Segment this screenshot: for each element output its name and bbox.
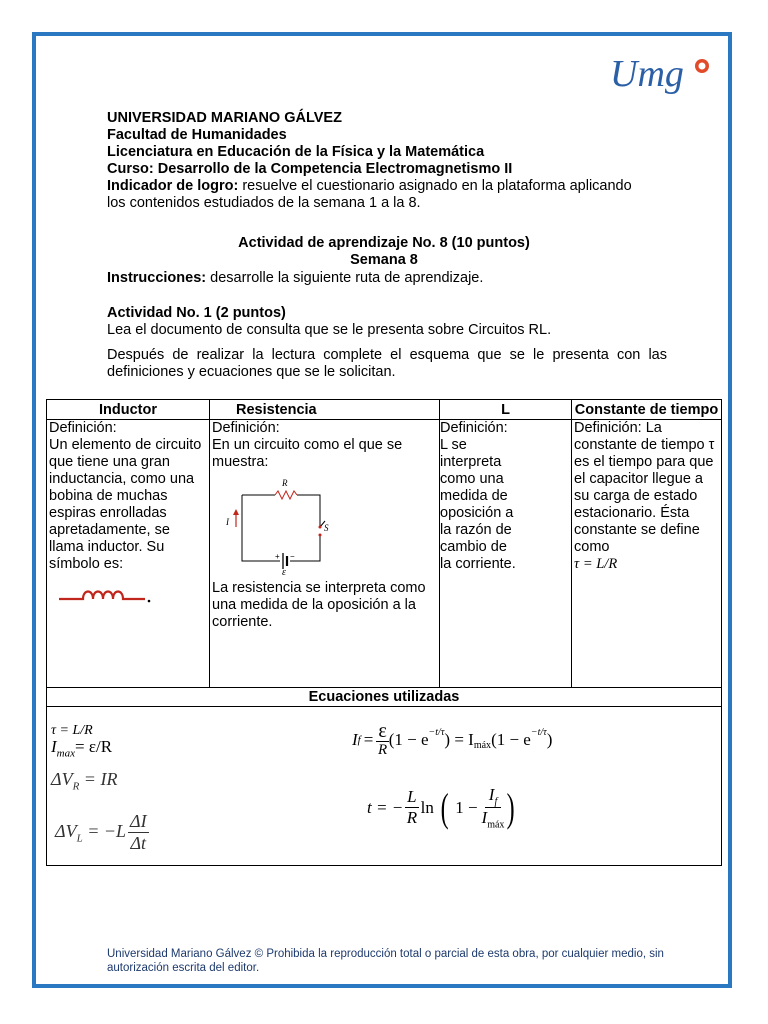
- eq-t-den: R: [406, 808, 418, 828]
- logo-text: Umg: [610, 53, 684, 95]
- circuit-label-minus: −: [290, 552, 295, 561]
- logo-dot-inner: [699, 63, 706, 70]
- resistencia-def-text: En un circuito como el que se muestra:: [212, 437, 403, 470]
- instructions-text: desarrolle la siguiente ruta de aprendizaje.: [206, 270, 484, 286]
- l-def-label: Definición:: [440, 420, 508, 436]
- indicator-text: resuelve el cuestionario asignado en la plataforma aplicando: [238, 178, 632, 194]
- inductor-def-label: Definición:: [49, 420, 117, 436]
- eq-t-fnum-sub: f: [494, 796, 498, 808]
- eq-if-end: (1 − e: [491, 730, 531, 749]
- cell-constante: [572, 420, 722, 688]
- eq-if-lhs: I: [352, 730, 358, 749]
- faculty-name: Facultad de Humanidades: [107, 127, 287, 143]
- eq-if-eq: =: [363, 730, 374, 749]
- activity1-paragraph: Después de realizar la lectura complete el esquema que se le presenta con las definiciones y ecuaciones que se le solicitan.: [107, 347, 667, 380]
- eq-if-mid: (1 − e: [388, 730, 429, 749]
- eq-t-fnum: I: [488, 785, 495, 804]
- rl-circuit-diagram: [220, 475, 360, 575]
- indicator-line: [107, 178, 667, 195]
- l-def-text: L se interpreta como una medida de oposición a la razón de cambio de la corriente.: [440, 437, 516, 572]
- equations-header-row: [47, 688, 722, 707]
- activity-title: Actividad de aprendizaje No. 8 (10 puntos): [238, 235, 530, 251]
- header-l: L: [440, 400, 572, 420]
- document-header: [107, 110, 667, 212]
- eq-dvr-rhs: = IR: [83, 769, 118, 789]
- cell-inductor: [47, 420, 210, 688]
- header-constante: Constante de tiempo: [572, 400, 722, 420]
- resistencia-def-label: Definición:: [212, 420, 280, 436]
- eq-dvr: [51, 769, 117, 793]
- circuit-label-emf: ε: [282, 567, 286, 575]
- activity-week: Semana 8: [350, 252, 418, 268]
- eq-t-fden: I: [481, 808, 488, 828]
- eq-if-sub: f: [357, 734, 361, 746]
- instructions-label: Instrucciones:: [107, 270, 207, 286]
- eq-imax-rhs: = ε/R: [75, 737, 113, 756]
- instructions: [107, 270, 667, 287]
- eq-t-fden-sub: máx: [487, 819, 505, 831]
- eq-imax: [51, 737, 112, 759]
- equations-row: [47, 707, 722, 866]
- inductor-def-text: Un elemento de circuito que tiene una gran inductancia, como una bobina de muchas espiras enrolladas apretadamente, se llama inductor. Su símbolo es:: [49, 437, 202, 572]
- eq-dvl-den: Δt: [130, 833, 147, 853]
- cell-resistencia: [210, 420, 440, 688]
- university-name: UNIVERSIDAD MARIANO GÁLVEZ: [107, 110, 342, 126]
- indicator-label: Indicador de logro:: [107, 178, 239, 194]
- eq-dvl-sub: L: [76, 832, 83, 845]
- eq-dvl-rhs: = −L: [87, 820, 126, 841]
- eq-dvl-lhs: ΔV: [55, 820, 77, 841]
- indicator-line-2: los contenidos estudiados de la semana 1 a la 8.: [107, 195, 421, 211]
- header-resistencia: Resistencia: [210, 400, 440, 420]
- constante-def-text: Definición: La constante de tiempo τ es el tiempo para que el capacitor llegue a su carga de estado estacionario. Ésta constante se define como: [574, 420, 715, 555]
- degree-name: Licenciatura en Educación de la Física y la Matemática: [107, 144, 485, 160]
- eq-imax-lhs: I: [51, 737, 57, 756]
- circuit-label-r: R: [282, 478, 288, 488]
- eq-imax-sub: max: [56, 747, 75, 760]
- eq-if-mid2: ) = I: [444, 730, 474, 749]
- resistencia-def-text-2: La resistencia se interpreta como una medida de la oposición a la corriente.: [212, 580, 426, 630]
- header-inductor: Inductor: [47, 400, 210, 420]
- table-row-definitions: [47, 420, 722, 688]
- eq-if-den: R: [377, 742, 388, 758]
- activity1-title: Actividad No. 1 (2 puntos): [107, 305, 286, 321]
- eq-t-ln: ln: [420, 797, 434, 817]
- circuit-label-s: S: [324, 523, 329, 533]
- course-name: Curso: Desarrollo de la Competencia Electromagnetismo II: [107, 161, 513, 177]
- activity1-line1: Lea el documento de consulta que se le presenta sobre Circuitos RL.: [107, 322, 552, 338]
- eq-dvl-num: ΔI: [130, 811, 147, 831]
- eq-if-sub2: máx: [473, 740, 492, 751]
- circuit-label-i: I: [226, 517, 229, 527]
- table-header-row: [47, 400, 722, 420]
- umg-logo: [608, 46, 718, 102]
- eq-t: t = − $\frac{L}{R}$ ln ( 1 − $I_f$ $I_{máx}$ ): [367, 784, 516, 831]
- eq-t-open: 1 −: [455, 797, 478, 817]
- eq-if-close: ): [546, 730, 553, 749]
- eq-if: [352, 721, 552, 759]
- eq-dvr-lhs: ΔV: [51, 769, 73, 789]
- eq-if-exp: −t/τ: [428, 727, 445, 738]
- eq-dvl: [55, 811, 149, 854]
- footer-copyright: Universidad Mariano Gálvez © Prohibida la reproducción total o parcial de esta obra, por cualquier medio, sin autorización escrita del editor.: [107, 948, 664, 974]
- concept-table: [46, 399, 722, 866]
- cell-l: [440, 420, 572, 688]
- eq-if-exp-2: −t/τ: [530, 727, 547, 738]
- eq-dvr-sub: R: [72, 780, 80, 793]
- eq-t-lhs: t = −: [367, 797, 404, 817]
- eq-if-num: ε: [378, 720, 387, 742]
- eq-tau: τ = L/R: [51, 723, 93, 738]
- equations-cell: [47, 707, 722, 866]
- equations-header: Ecuaciones utilizadas: [47, 688, 722, 707]
- inductor-symbol-icon: [57, 581, 167, 611]
- constante-formula: τ = L/R: [574, 556, 618, 572]
- eq-t-num: L: [407, 787, 417, 807]
- circuit-label-plus: +: [275, 552, 280, 561]
